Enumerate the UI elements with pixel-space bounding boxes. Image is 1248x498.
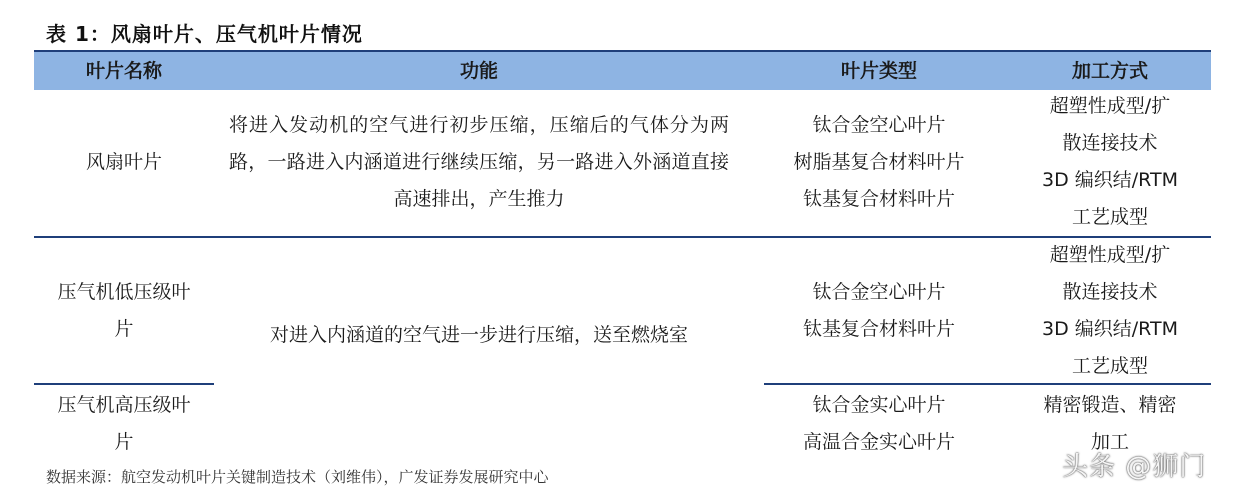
header-process: 加工方式: [1071, 60, 1148, 82]
row-fan-process: [1009, 88, 1211, 236]
fan-type-3: 钛基复合材料叶片: [802, 187, 955, 210]
row-hp-name: [34, 385, 214, 463]
table-title: 表 1：风扇叶片、压气机叶片情况: [46, 22, 363, 46]
header-function: 功能: [459, 60, 498, 82]
fan-process-3: 3D 编织结/RTM: [1042, 169, 1178, 191]
header-blade-name: 叶片名称: [85, 60, 162, 82]
compressor-function: 对进入内涵道的空气进一步进行压缩，送至燃烧室: [269, 323, 688, 346]
row-fan-function: [214, 88, 744, 236]
fan-process-4: 工艺成型: [1071, 206, 1148, 228]
row-fan-types: [764, 88, 994, 236]
table-header: [34, 50, 1211, 90]
fan-process-1: 超塑性成型/扩: [1049, 95, 1171, 117]
hp-type-1: 钛合金实心叶片: [812, 394, 946, 416]
hp-process-1: 精密锻造、精密: [1043, 394, 1177, 416]
row-lp-name: [34, 238, 214, 384]
lp-process-4: 工艺成型: [1071, 355, 1148, 377]
fan-type-2: 树脂基复合材料叶片: [793, 150, 965, 173]
fan-process-2: 散连接技术: [1062, 132, 1158, 154]
row-compressor-function: [214, 238, 744, 432]
lp-type-2: 钛基复合材料叶片: [802, 318, 955, 340]
lp-process-3: 3D 编织结/RTM: [1042, 318, 1178, 340]
lp-blade-name: 压气机低压级叶片: [57, 281, 191, 340]
row-lp-process: [1009, 238, 1211, 384]
lp-type-1: 钛合金空心叶片: [812, 281, 946, 303]
fan-type-1: 钛合金空心叶片: [812, 113, 946, 136]
row-hp-types: [764, 385, 994, 463]
row-fan-name: [34, 88, 214, 236]
data-source-note: 数据来源：航空发动机叶片关键制造技术（刘维伟），广发证券发展研究中心: [46, 468, 549, 486]
fan-blade-function: 将进入发动机的空气进行初步压缩，压缩后的气体分为两路，一路进入内涵道进行继续压缩，另一路进入外涵道直接高速排出，产生推力: [229, 113, 729, 210]
hp-type-2: 高温合金实心叶片: [802, 431, 955, 453]
lp-process-1: 超塑性成型/扩: [1049, 244, 1171, 266]
fan-blade-name: 风扇叶片: [85, 150, 162, 173]
header-blade-type: 叶片类型: [840, 60, 917, 82]
watermark: 头条 @狮门: [1062, 452, 1207, 482]
hp-process-2: 加工: [1090, 431, 1129, 453]
hp-blade-name: 压气机高压级叶片: [57, 394, 191, 453]
row-lp-types: [764, 238, 994, 384]
lp-process-2: 散连接技术: [1062, 281, 1158, 303]
